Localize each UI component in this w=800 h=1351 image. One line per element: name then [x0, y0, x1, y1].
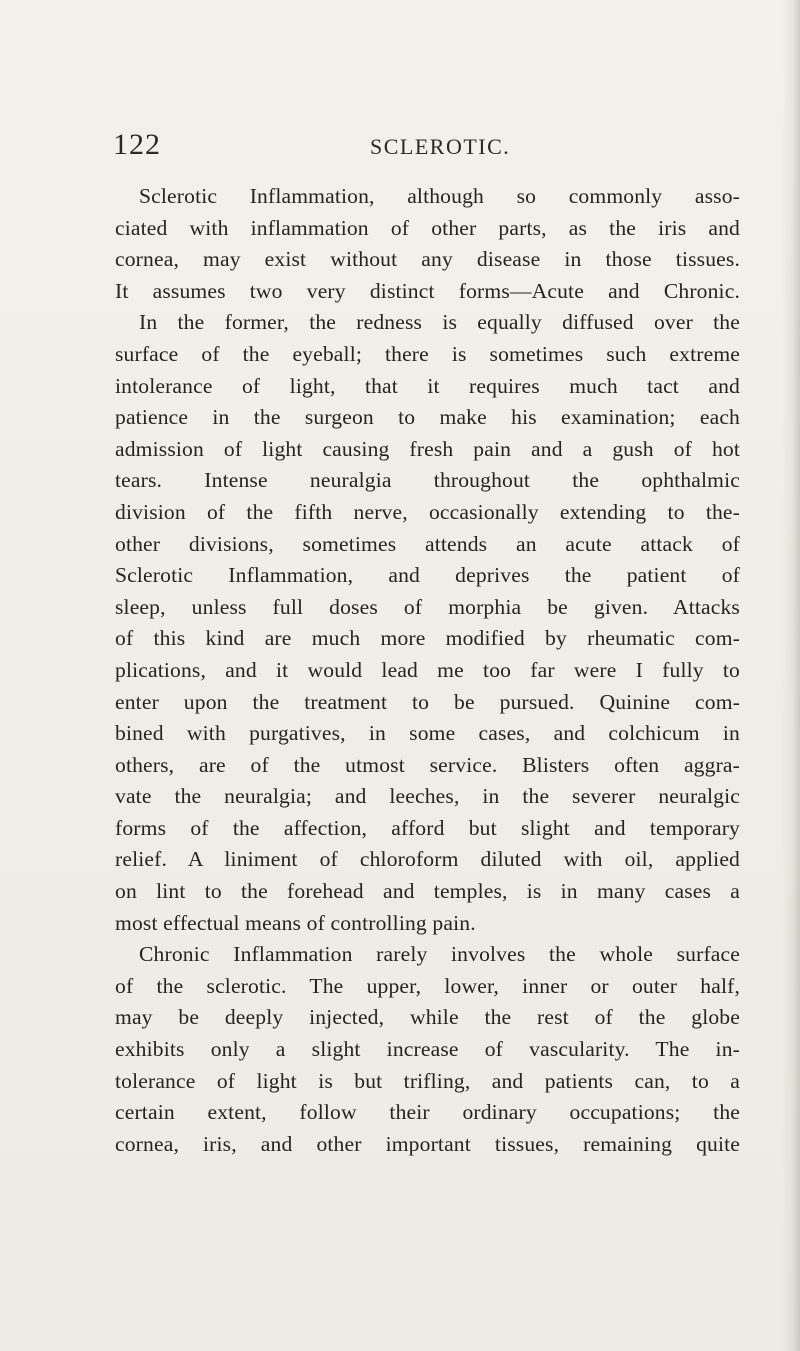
text-line: bined with purgatives, in some cases, and colchicum in	[115, 721, 740, 746]
text-line: patience in the surgeon to make his examination; each	[115, 405, 740, 430]
text-line: cornea, may exist without any disease in those tissues.	[115, 247, 740, 272]
running-head: SCLEROTIC.	[370, 134, 511, 159]
text-line: ciated with inflammation of other parts, as the iris and	[115, 215, 740, 240]
text-line: sleep, unless full doses of morphia be given. Attacks	[115, 594, 740, 619]
text-line: relief. A liniment of chloroform diluted with oil, applied	[115, 847, 740, 872]
text-line: cornea, iris, and other important tissues, remaining quite	[115, 1131, 740, 1156]
text-line: In the former, the redness is equally diffused over the	[139, 310, 740, 335]
text-line: surface of the eyeball; there is sometimes such extreme	[115, 341, 740, 366]
text-line: certain extent, follow their ordinary occupations; the	[115, 1100, 740, 1125]
text-line: other divisions, sometimes attends an acute attack of	[115, 531, 740, 556]
text-line: Sclerotic Inflammation, although so commonly asso-	[139, 184, 740, 208]
body-text	[115, 181, 740, 1160]
text-line: others, are of the utmost service. Blisters often aggra-	[115, 752, 740, 777]
text-line: plications, and it would lead me too far were I fully to	[115, 657, 740, 682]
page-number: 122	[113, 128, 161, 161]
text-line: most effectual means of controlling pain.	[115, 910, 476, 935]
text-line: may be deeply injected, while the rest of the globe	[115, 1005, 740, 1030]
text-line: of the sclerotic. The upper, lower, inner or outer half,	[115, 973, 740, 998]
text-line: enter upon the treatment to be pursued. Quinine com-	[115, 689, 740, 714]
text-line: admission of light causing fresh pain and a gush of hot	[115, 436, 740, 461]
page-edge-shadow	[782, 0, 800, 1351]
text-line: tears. Intense neuralgia throughout the ophthalmic	[115, 468, 740, 493]
text-line: vate the neuralgia; and leeches, in the severer neuralgic	[115, 784, 740, 809]
text-line: of this kind are much more modified by rheumatic com-	[115, 626, 740, 651]
text-line: division of the fifth nerve, occasionally extending to the-	[115, 499, 740, 524]
text-line: on lint to the forehead and temples, is in many cases a	[115, 879, 740, 904]
text-line: It assumes two very distinct forms—Acute and Chronic.	[115, 278, 740, 303]
page-header	[0, 128, 800, 168]
text-line: tolerance of light is but trifling, and patients can, to a	[115, 1068, 740, 1093]
text-line: exhibits only a slight increase of vascularity. The in-	[115, 1037, 740, 1062]
text-line: forms of the affection, afford but slight and temporary	[115, 815, 740, 840]
text-line: Chronic Inflammation rarely involves the whole surface	[139, 942, 740, 967]
text-line: Sclerotic Inflammation, and deprives the patient of	[115, 563, 740, 588]
text-line: intolerance of light, that it requires much tact and	[115, 373, 740, 398]
